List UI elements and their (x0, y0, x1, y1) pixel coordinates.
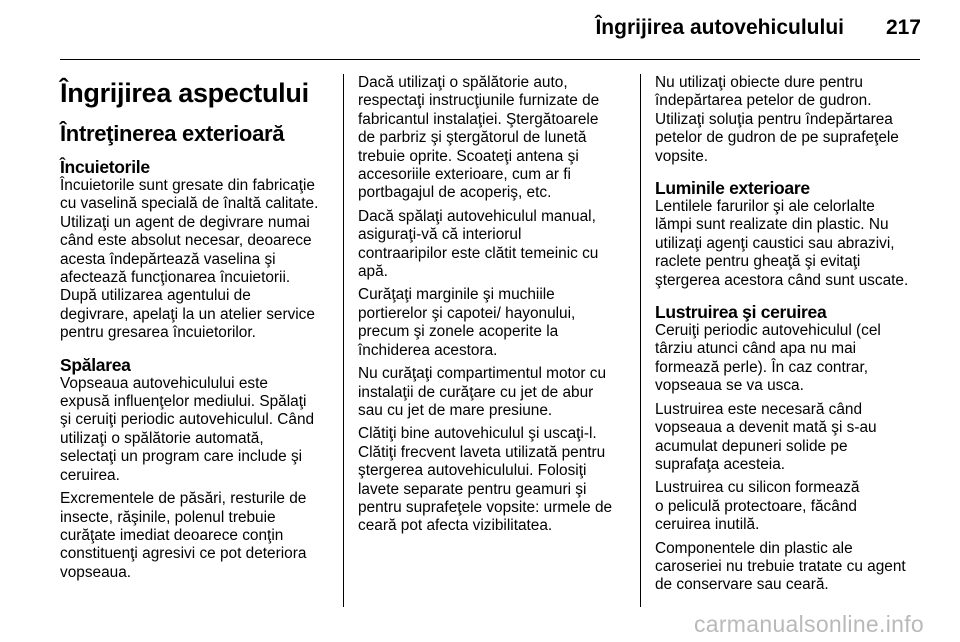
subsection-heading-polishing: Lustruirea şi ceruirea (655, 302, 827, 323)
chapter-heading: Îngrijirea aspectului (60, 78, 309, 108)
paragraph: Clătiţi bine autovehiculul şi uscaţi-l. Clătiţi frecvent laveta utilizată pentru ştergerea autovehiculului. Folosiţi lavete separate pentru geamuri şi pentru suprafeţele vopsite: urmele de ceară pot afecta vizibilitatea. (358, 425, 613, 535)
paragraph: Lentilele farurilor şi ale celorlalte lămpi sunt realizate din plastic. Nu utilizaţi agenţi caustici sau abrazivi, raclete pentru gheaţă şi evitaţi ştergerea acestora când sunt uscate. (655, 198, 909, 289)
column-divider (343, 74, 344, 607)
page-number: 217 (885, 16, 921, 39)
paragraph: Lustruirea cu silicon formează o peliculă protectoare, făcând ceruirea inutilă. (655, 479, 860, 534)
paragraph: Nu curăţaţi compartimentul motor cu instalaţii de curăţare cu jet de abur sau cu jet de mare presiune. (358, 365, 607, 419)
paragraph: Nu utilizaţi obiecte dure pentru îndepărtarea petelor de gudron. Utilizaţi soluţia pentru îndepărtarea petelor de gudron de pe suprafeţele vopsite. (655, 74, 899, 165)
header-rule (60, 59, 920, 60)
watermark: carmanualsonline.info (693, 611, 924, 637)
column-1 (60, 74, 330, 587)
subsection-heading-locks: Încuietorile (60, 157, 150, 177)
paragraph: Dacă spălaţi autovehiculul manual, asiguraţi-vă că interiorul contraaripilor este clătit temeinic cu apă. (358, 207, 599, 281)
column-divider (640, 74, 641, 607)
column-3 (655, 74, 923, 600)
paragraph: Dacă utilizaţi o spălătorie auto, respectaţi instrucţiunile furnizate de fabricantul instalaţiei. Ştergătoarele de parbriz şi ştergătorul de lunetă trebuie oprite. Scoateţi antena şi accesoriile exterioare, cum ar fi portbagajul de acoperiş, etc. (358, 74, 600, 202)
paragraph: Lustruirea este necesară când vopseaua a devenit mată şi s-au acumulat depuneri solide pe suprafaţa acesteia. (655, 400, 877, 473)
paragraph: Ceruiţi periodic autovehiculul (cel târziu atunci când apa nu mai formează perle). În caz contrar, vopseaua se va usca. (655, 322, 881, 395)
header-title: Îngrijirea autovehiculului (595, 16, 844, 39)
section-heading: Întreţinerea exterioară (60, 121, 285, 146)
paragraph: Încuietorile sunt gresate din fabricaţie cu vaselină specială de înaltă calitate. Utilizaţi un agent de degivrare numai când este absolut necesar, deoarece acesta îndepărtează vaselina şi afectează funcţionarea încuietorii. După utilizarea agentului de degivrare, apelaţi la un atelier service pentru gresarea încuietorilor. (60, 177, 319, 342)
paragraph: Componentele din plastic ale caroseriei nu trebuie tratate cu agent de conservare sau ceară. (655, 539, 906, 594)
subsection-heading-washing: Spălarea (60, 354, 131, 375)
paragraph: Excrementele de păsări, resturile de insecte, răşinile, polenul trebuie curăţate imediat deoarece conţin constituenţi agresivi ce pot deteriora vopseaua. (60, 490, 307, 581)
page-header (0, 0, 960, 60)
column-2 (358, 74, 626, 541)
paragraph: Vopseaua autovehiculului este expusă influenţelor mediului. Spălaţi şi ceruiţi periodic autovehiculul. Când utilizaţi o spălătorie automată, selectaţi un program care include şi ceruirea. (60, 374, 315, 484)
paragraph: Curăţaţi marginile şi muchiile portierelor şi capotei/ hayonului, precum şi zonele acoperite la închiderea acestora. (358, 286, 576, 359)
subsection-heading-exterior-lights: Luminile exterioare (655, 178, 810, 199)
